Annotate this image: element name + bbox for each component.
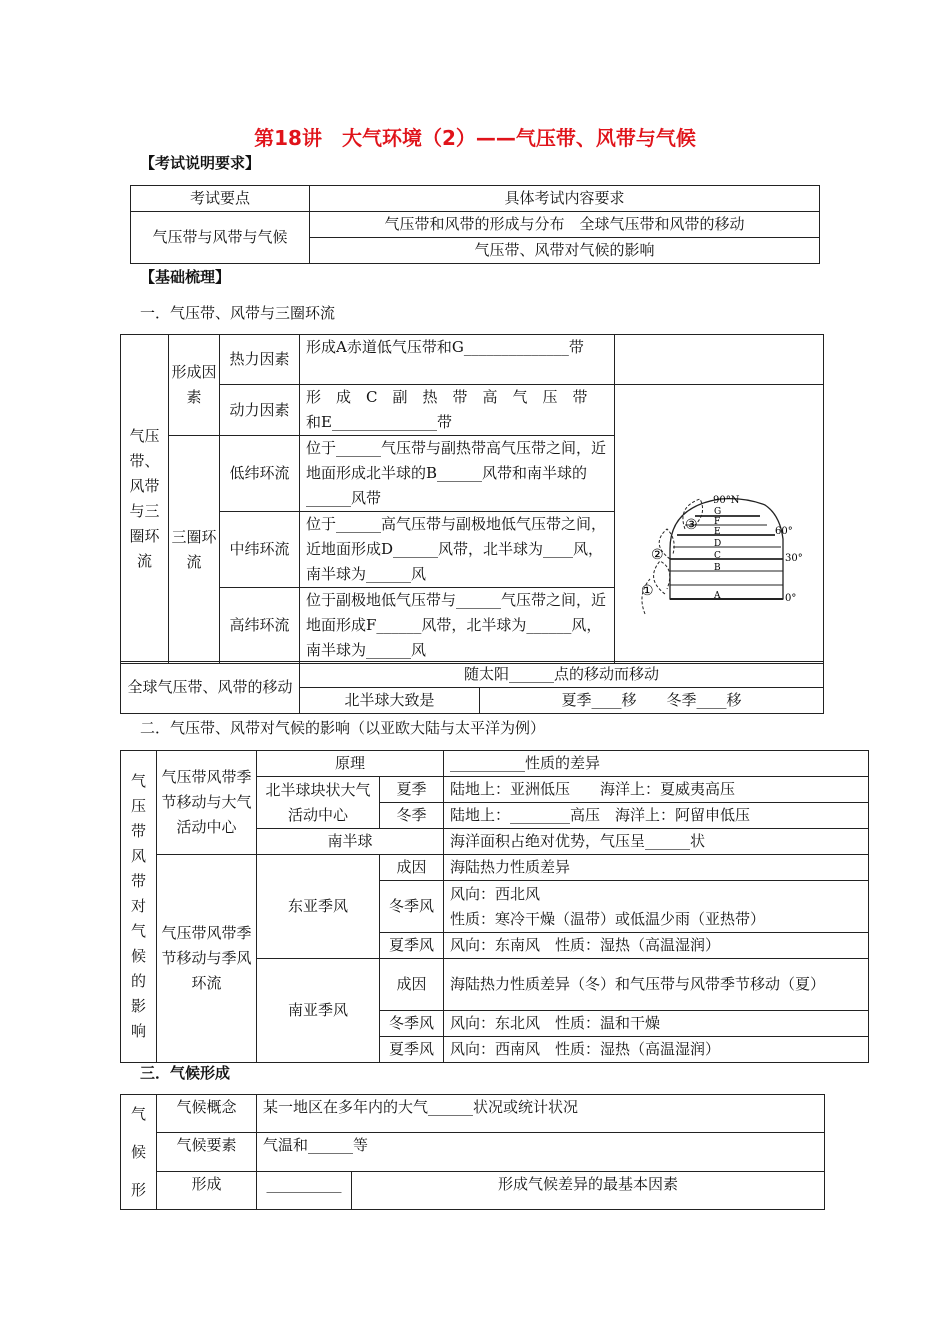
empty-cell: [615, 335, 824, 385]
lat-0-label: 0°: [785, 593, 797, 604]
circulation-table: [120, 334, 824, 664]
exam-table: [130, 185, 820, 264]
circulation-left-label: 气压带、风带与三圈环流: [121, 335, 169, 664]
ea-summer-label: 夏季风: [380, 933, 444, 959]
exam-req2: 气压带、风带对气候的影响: [310, 238, 820, 264]
sh-label: 南半球: [257, 829, 444, 855]
sa-winter: 风向：东北风 性质：温和干燥: [444, 1011, 869, 1037]
exam-col1-header: 考试要点: [131, 186, 310, 212]
formation-text: 形成气候差异的最基本因素: [352, 1171, 825, 1209]
exam-req1: 气压带和风带的形成与分布 全球气压带和风带的移动: [310, 212, 820, 238]
letter-c: C: [714, 551, 721, 561]
elements-text: 气温和______等: [257, 1133, 825, 1171]
formation-label: 形成因素: [169, 335, 220, 436]
formation-blank: __________: [257, 1171, 352, 1209]
concept-text: 某一地区在多年内的大气______状况或统计状况: [257, 1095, 825, 1133]
sa-label: 南亚季风: [257, 959, 380, 1063]
ea-winter-dir: 风向：西北风: [450, 884, 541, 903]
lat-90-label: 90°N: [713, 495, 740, 506]
ea-winter-prop: 性质：寒冷干燥（温带）或低温少雨（亚热带）: [450, 909, 766, 928]
thermal-label: 热力因素: [220, 335, 300, 385]
sh-text: 海洋面积占绝对优势，气压呈______状: [444, 829, 869, 855]
summer-text: 陆地上：亚洲低压 海洋上：夏威夷高压: [444, 777, 869, 803]
climate-formation-table: [120, 1094, 825, 1210]
sa-summer-label: 夏季风: [380, 1037, 444, 1063]
low-text: 位于______气压带与副热带高气压带之间，近地面形成北半球的B______风带和南半球的______风带: [300, 436, 615, 512]
movement-table: [120, 661, 824, 714]
thermal-text: 形成A赤道低气压带和G______________带: [300, 335, 615, 385]
formation-row-label: 形成: [157, 1171, 257, 1209]
influence-left-label: 气压带风带对气候的影响: [121, 751, 157, 1063]
letter-g: G: [714, 507, 722, 517]
sa-summer: 风向：西南风 性质：湿热（高温湿润）: [444, 1037, 869, 1063]
formation-left-label: 气候形: [121, 1095, 157, 1210]
season-text: 夏季____移 冬季____移: [480, 688, 824, 714]
ea-winter-cell: [444, 881, 869, 933]
group1-label: 气压带风带季节移动与大气活动中心: [157, 751, 257, 855]
cell-3-label: ③: [685, 517, 698, 533]
section1-heading: 一．气压带、风带与三圈环流: [140, 304, 336, 322]
north-label: 北半球大致是: [300, 688, 480, 714]
principle-label: 原理: [257, 751, 444, 777]
ea-summer: 风向：东南风 性质：湿热（高温湿润）: [444, 933, 869, 959]
letter-e: E: [714, 527, 721, 537]
ea-cause-label: 成因: [380, 855, 444, 881]
cell-2-label: ②: [651, 547, 664, 563]
elements-label: 气候要素: [157, 1133, 257, 1171]
exam-heading: 【考试说明要求】: [140, 154, 261, 172]
mid-label: 中纬环流: [220, 512, 300, 588]
low-label: 低纬环流: [220, 436, 300, 512]
exam-point: 气压带与风带与气候: [131, 212, 310, 264]
sa-cause: 海陆热力性质差异（冬）和气压带与风带季节移动（夏）: [444, 959, 869, 1011]
letter-f: F: [714, 517, 721, 527]
group2-label: 气压带风带季节移动与季风环流: [157, 855, 257, 1063]
ea-label: 东亚季风: [257, 855, 380, 959]
move-label: 全球气压带、风带的移动: [121, 662, 300, 714]
letter-a: A: [714, 591, 721, 601]
lat-60-label: 60°: [775, 526, 793, 537]
nh-label: 北半球块状大气活动中心: [257, 777, 380, 829]
dynamic-label: 动力因素: [220, 385, 300, 436]
section3-heading: 三．气候形成: [140, 1064, 231, 1082]
letter-d: D: [714, 539, 722, 549]
letter-b: B: [714, 563, 721, 573]
winter-text: 陆地上：________高压 海洋上：阿留申低压: [444, 803, 869, 829]
section2-heading: 二．气压带、风带对气候的影响（以亚欧大陆与太平洋为例）: [140, 719, 546, 737]
circulation-diagram: [615, 389, 824, 659]
climate-influence-table: [120, 750, 869, 1063]
summer-label: 夏季: [380, 777, 444, 803]
basics-heading: 【基础梳理】: [140, 268, 231, 286]
cell-1-label: ①: [641, 583, 654, 599]
lat-30-label: 30°: [785, 553, 803, 564]
sa-cause-label: 成因: [380, 959, 444, 1011]
dynamic-text: 形 成 C 副 热 带 高 气 压 带 和E______________带: [300, 385, 615, 436]
principle-text: __________性质的差异: [444, 751, 869, 777]
concept-label: 气候概念: [157, 1095, 257, 1133]
ea-cause: 海陆热力性质差异: [444, 855, 869, 881]
circulation-diagram-cell: [615, 385, 824, 664]
page-title: 第18讲 大气环境（2）——气压带、风带与气候: [254, 126, 696, 150]
mid-text: 位于______高气压带与副极地低气压带之间，近地面形成D______风带，北半球为____风，南半球为______风: [300, 512, 615, 588]
high-label: 高纬环流: [220, 588, 300, 664]
ea-winter-label: 冬季风: [380, 881, 444, 933]
move-text: 随太阳______点的移动而移动: [300, 662, 824, 688]
high-text: 位于副极地低气压带与______气压带之间，近地面形成F______风带，北半球为______风，南半球为______风: [300, 588, 615, 664]
sa-winter-label: 冬季风: [380, 1011, 444, 1037]
winter-label: 冬季: [380, 803, 444, 829]
exam-col2-header: 具体考试内容要求: [310, 186, 820, 212]
three-cell-label: 三圈环流: [169, 436, 220, 664]
